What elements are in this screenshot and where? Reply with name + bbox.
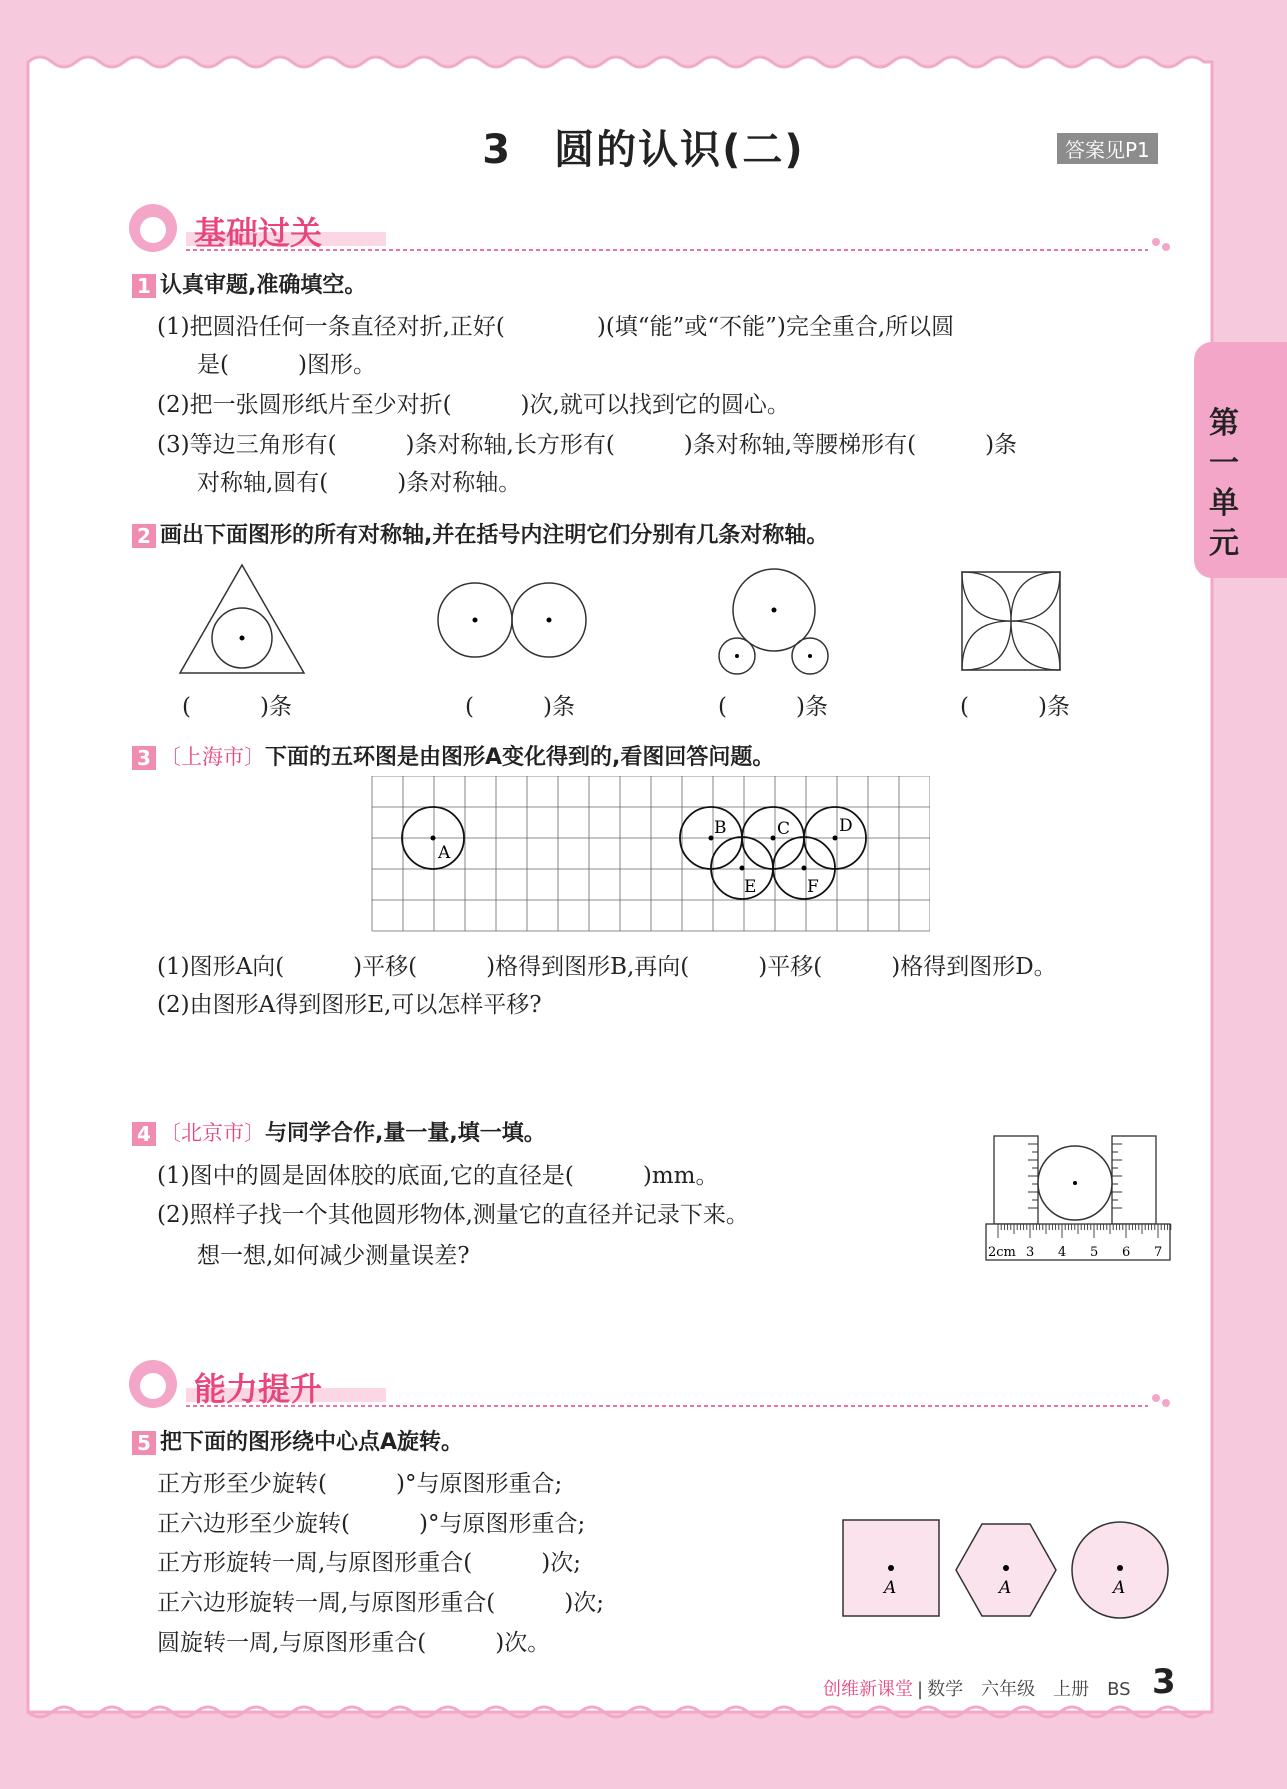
ruler-label-2cm: 2cm: [988, 1245, 1016, 1260]
page-number: 3: [1152, 1662, 1176, 1702]
ruler-label-3: 3: [1026, 1245, 1035, 1260]
question-2-heading: 2 画出下面图形的所有对称轴,并在括号内注明它们分别有几条对称轴。: [132, 518, 828, 549]
square-point-label: A: [884, 1578, 897, 1598]
unit-tab-label: 第 一 单 元: [1209, 406, 1239, 561]
square-shape: [843, 1520, 939, 1616]
square-with-petals-figure: [962, 572, 1060, 670]
q1-line-2: (2)把一张圆形纸片至少对折( )次,就可以找到它的圆心。: [157, 392, 790, 418]
question-4-heading: 4 〔北京市〕与同学合作,量一量,填一填。: [132, 1116, 546, 1147]
left-set-square: [994, 1136, 1038, 1224]
unit-side-tab: [1194, 342, 1287, 578]
footer-brand: 创维新课堂: [823, 1679, 913, 1700]
section-title-advanced: 能力提升: [194, 1370, 323, 1408]
ruler-label-7: 7: [1154, 1245, 1163, 1260]
three-circles-figure: [719, 569, 828, 674]
question-1-heading: 1 认真审题,准确填空。: [132, 268, 366, 299]
q2-answer-blank-2[interactable]: ( )条: [465, 694, 575, 720]
circle-shape: [1072, 1522, 1168, 1618]
q5-line-1: 正方形至少旋转( )°与原图形重合;: [157, 1471, 563, 1497]
ruler-label-5: 5: [1090, 1245, 1099, 1260]
label-a: A: [438, 843, 451, 863]
q1-line-3b: 对称轴,圆有( )条对称轴。: [197, 470, 522, 496]
q5-line-4: 正六边形旋转一周,与原图形重合( )次;: [157, 1590, 605, 1616]
ruler-label-4: 4: [1058, 1245, 1067, 1260]
ruler-label-6: 6: [1122, 1245, 1131, 1260]
footer-info: [823, 1675, 1131, 1701]
q2-figures: [170, 560, 1090, 680]
q5-shapes: [838, 1514, 1178, 1624]
question-3-heading: 3 〔上海市〕下面的五环图是由图形A变化得到的,看图回答问题。: [132, 740, 774, 771]
answer-reference-badge: 答案见P1: [1057, 133, 1158, 164]
two-circles-figure: [438, 583, 586, 657]
q2-answer-blank-3[interactable]: ( )条: [718, 694, 828, 720]
hexagon-shape: [956, 1524, 1056, 1616]
page-title: 3 圆的认识(二): [482, 127, 805, 173]
circle-point-label: A: [1113, 1578, 1126, 1598]
q4-line-2: (2)照样子找一个其他圆形物体,测量它的直径并记录下来。: [157, 1202, 749, 1228]
q5-line-5: 圆旋转一周,与原图形重合( )次。: [157, 1630, 551, 1656]
label-d: D: [839, 816, 853, 836]
question-5-heading: 5 把下面的图形绕中心点A旋转。: [132, 1425, 463, 1456]
right-set-square: [1112, 1136, 1156, 1224]
label-f: F: [807, 877, 819, 897]
label-b: B: [714, 818, 727, 838]
q3-line-1: (1)图形A向( )平移( )格得到图形B,再向( )平移( )格得到图形D。: [157, 954, 1057, 980]
footer-course: 数学 六年级 上册 BS: [927, 1679, 1131, 1700]
triangle-with-circle-figure: [180, 565, 304, 673]
q5-line-2: 正六边形至少旋转( )°与原图形重合;: [157, 1511, 586, 1537]
q2-answer-blank-1[interactable]: ( )条: [182, 694, 292, 720]
label-c: C: [777, 819, 791, 839]
q2-answer-blank-4[interactable]: ( )条: [960, 694, 1070, 720]
q4-line-1: (1)图中的圆是固体胶的底面,它的直径是( )mm。: [157, 1163, 719, 1189]
q3-grid-figure: [370, 776, 930, 936]
hexagon-point-label: A: [999, 1578, 1012, 1598]
label-e: E: [744, 877, 757, 897]
ruler-figure: [984, 1134, 1172, 1264]
section-title-basic: 基础过关: [194, 214, 323, 252]
q1-line-1b: 是( )图形。: [197, 352, 376, 378]
footer-separator: |: [917, 1679, 924, 1700]
grid-lines: [372, 776, 930, 931]
q5-line-3: 正方形旋转一周,与原图形重合( )次;: [157, 1550, 582, 1576]
q1-line-3: (3)等边三角形有( )条对称轴,长方形有( )条对称轴,等腰梯形有( )条: [157, 432, 1018, 458]
q4-line-3: 想一想,如何减少测量误差?: [197, 1243, 470, 1269]
q3-line-2: (2)由图形A得到图形E,可以怎样平移?: [157, 992, 542, 1018]
q1-line-1: (1)把圆沿任何一条直径对折,正好( )(填“能”或“不能”)完全重合,所以圆: [157, 314, 955, 340]
